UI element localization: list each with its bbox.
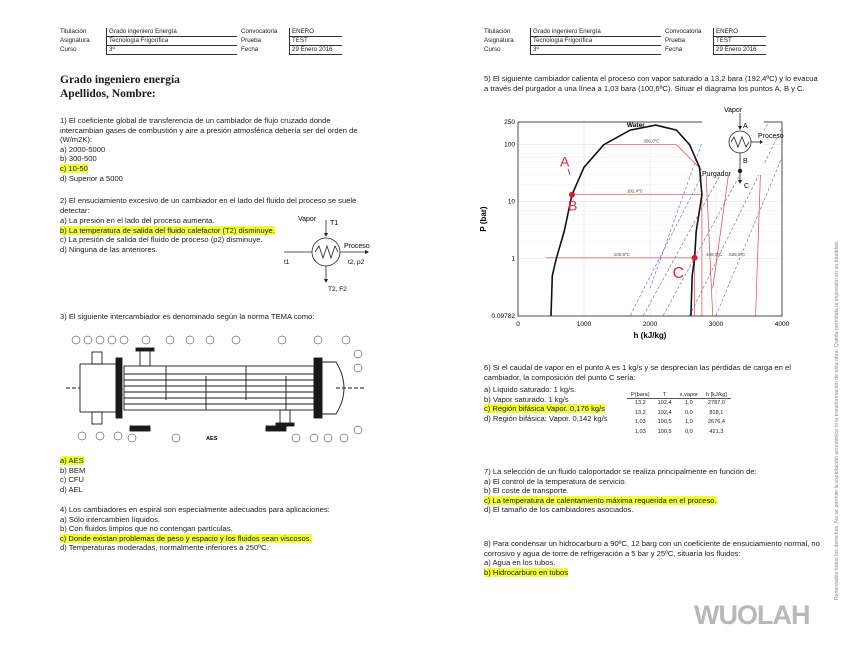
x-tick-label: 2000 bbox=[642, 321, 658, 328]
value: ENERO bbox=[289, 28, 342, 37]
isotherm-label: 300,0ºC bbox=[643, 138, 660, 144]
fig-label-c: C bbox=[744, 183, 750, 190]
table-header-cell: T bbox=[654, 392, 676, 399]
value: Grado ingeniero Energía bbox=[106, 28, 237, 37]
table-cell: 421,3 bbox=[709, 428, 724, 435]
table-cell: 13,2 bbox=[634, 400, 646, 406]
option-c-highlighted[interactable]: c) Donde existan problemas de peso y espacio y los fluidos sean viscosos. bbox=[60, 533, 312, 543]
question-3-options bbox=[60, 456, 360, 494]
floating-head-cover bbox=[322, 362, 344, 414]
fig-label-t1: T1 bbox=[330, 220, 339, 227]
fig-label-t2f2: T2, F2 bbox=[328, 286, 347, 293]
question-1 bbox=[60, 116, 365, 183]
fig-label-vapor: Vapor bbox=[298, 216, 317, 223]
option-a[interactable]: a) Sólo intercambien líquidos. bbox=[60, 514, 161, 524]
label: Fecha bbox=[665, 46, 683, 53]
wuolah-logo: WUOLAH bbox=[694, 600, 810, 630]
fig-label-t1-inlet: t1 bbox=[284, 259, 290, 266]
option-d[interactable]: d) Región bifásica: Vapor. 0,142 kg/s bbox=[484, 413, 608, 423]
table-cell: 1,03 bbox=[634, 428, 646, 435]
option-c-highlighted[interactable]: c) 10-50 bbox=[60, 163, 88, 173]
question-stem: 5) El siguiente cambiador calienta el proceso con vapor saturado a 13,2 bara (192,4ºC) y lo evacua a través del purgador a una línea a 1,03 bara (100,6ºC). Situar el diagrama los puntos A, B y C. bbox=[484, 74, 818, 93]
table-cell: 2676,4 bbox=[707, 419, 725, 425]
point-b-label: B bbox=[567, 197, 578, 214]
fig-label-t2p2: t2, p2 bbox=[348, 259, 365, 266]
label: Fecha bbox=[241, 46, 259, 53]
option-d[interactable]: d) El tamaño de los cambiadores asociados. bbox=[484, 505, 634, 515]
question-3 bbox=[60, 312, 370, 322]
y-tick-label: 1 bbox=[511, 255, 515, 263]
question-stem: 3) El siguiente intercambiador es denominado según la norma TEMA como: bbox=[60, 312, 315, 321]
table-row bbox=[627, 409, 731, 419]
table-cell: 1,0 bbox=[684, 419, 693, 425]
x-tick-label: 4000 bbox=[774, 321, 790, 328]
option-d[interactable]: d) Ninguna de las anteriores. bbox=[60, 244, 158, 254]
table-cell: 1,03 bbox=[634, 419, 646, 425]
isotherm-label: 449,3ºC bbox=[706, 251, 723, 257]
fig-label-proceso: Proceso bbox=[344, 243, 370, 250]
value: Tecnología Frigorífica bbox=[106, 37, 237, 46]
option-b-highlighted[interactable]: b) La temperatura de salida del fluido calefactor (T2) disminuye. bbox=[60, 225, 275, 235]
label: Asignatura bbox=[60, 37, 90, 44]
rights-watermark-text: Reservados todos los derechos. No se permite la explotación económica ni la transformación de esta obra. Queda permitida la impresión en su totalidad. bbox=[834, 240, 840, 600]
exam-header-left bbox=[60, 28, 342, 55]
table-cell: 1,0 bbox=[684, 400, 693, 406]
option-b[interactable]: b) 300-500 bbox=[60, 154, 97, 164]
question-stem: 6) Si el caudal de vapor en el punto A es 1 kg/s y se desprecian las pérdidas de carga en el cambiador, la composición del punto C sería: bbox=[484, 363, 791, 382]
question-stem: 7) La selección de un fluido caloportador se realiza principalmente en función de: bbox=[484, 467, 757, 476]
y-tick-label: 0.09782 bbox=[491, 313, 515, 320]
option-d[interactable]: d) AEL bbox=[60, 484, 83, 494]
option-b[interactable]: b) Vapor saturado. 1 kg/s bbox=[484, 394, 569, 404]
table-cell: 0,0 bbox=[684, 428, 693, 435]
table-cell: 100,5 bbox=[657, 419, 672, 425]
y-tick-label: 100 bbox=[504, 141, 515, 149]
table-header-cell: h [kJ/kg] bbox=[702, 392, 731, 399]
question-7 bbox=[484, 467, 822, 515]
tema-exchanger-drawing bbox=[66, 334, 366, 444]
table-header-cell: x,vapor bbox=[676, 392, 702, 399]
heat-exchanger-figure bbox=[282, 212, 374, 294]
value: 3º bbox=[530, 46, 661, 55]
option-c[interactable]: c) CFU bbox=[60, 475, 85, 485]
fig-label-purgador: Purgador bbox=[702, 171, 731, 178]
table-cell: 192,4 bbox=[657, 409, 672, 416]
x-tick-label: 0 bbox=[516, 321, 520, 328]
table-header-cell: P(bara) bbox=[627, 392, 654, 399]
option-b[interactable]: b) BEM bbox=[60, 465, 86, 475]
question-stem: 8) Para condensar un hidrocarburo a 90ºC, 12 barg con un coeficiente de ensuciamiento normal, no corrosivo y agua de torre de refrigeración a 5 bar y 25ºC, situaría los fluidos: bbox=[484, 539, 820, 558]
right-exam-page bbox=[424, 0, 824, 655]
fig-label-b: B bbox=[743, 158, 748, 165]
shell bbox=[124, 366, 314, 410]
option-c-highlighted[interactable]: c) Región bifásica Vapor. 0,176 kg/s bbox=[484, 404, 606, 414]
exam-header-right bbox=[484, 28, 766, 55]
y-tick-label: 10 bbox=[507, 198, 515, 206]
page-title bbox=[60, 73, 180, 101]
label: Titulación bbox=[60, 28, 87, 35]
question-5 bbox=[484, 74, 822, 93]
table-cell: 192,4 bbox=[657, 400, 672, 406]
question-6 bbox=[484, 363, 822, 382]
question-6-options bbox=[484, 385, 624, 423]
option-a[interactable]: a) La presión en el lado del proceso aumenta. bbox=[60, 216, 215, 225]
value: 29 Enero 2016 bbox=[289, 46, 342, 55]
table-cell: 100,5 bbox=[657, 428, 672, 435]
rights-watermark bbox=[834, 8, 844, 608]
point-c-marker bbox=[692, 255, 698, 261]
option-a[interactable]: a) Líquido saturado: 1 kg/s. bbox=[484, 385, 577, 394]
point-c-label: C bbox=[672, 264, 685, 282]
label: Curso bbox=[484, 46, 501, 53]
fig-label-proceso: Proceso bbox=[758, 133, 784, 140]
fig-label-a: A bbox=[743, 123, 748, 130]
question-4 bbox=[60, 505, 365, 553]
table-row bbox=[627, 399, 731, 409]
value: TEST bbox=[289, 37, 342, 46]
title-degree: Grado ingeniero energía bbox=[60, 74, 180, 86]
option-d[interactable]: d) Temperaturas moderadas, normalmente inferiores a 250ºC. bbox=[60, 543, 269, 553]
table-cell: 13,2 bbox=[634, 409, 646, 416]
label: Asignatura bbox=[484, 37, 514, 44]
table-row bbox=[627, 428, 731, 438]
saturation-dome-line bbox=[551, 125, 702, 316]
chart-points bbox=[560, 154, 698, 282]
value: 3º bbox=[106, 46, 237, 55]
x-tick-label: 1000 bbox=[576, 321, 592, 328]
y-tick-label: 250 bbox=[504, 119, 515, 126]
chart-title: Water bbox=[626, 122, 645, 129]
steam-trap-figure bbox=[696, 103, 792, 193]
question-stem: 4) Los cambiadores en espiral son especialmente adecuados para aplicaciones: bbox=[60, 505, 330, 514]
question-stem: 1) El coeficiente global de transferencia de un cambiador de flujo cruzado donde intercambian gases de combustión y aire a presión atmosférica debería ser del orden de (W/m2K): bbox=[60, 116, 358, 145]
value: Grado ingeniero Energía bbox=[530, 28, 661, 37]
isotherm-label: 635,8ºC bbox=[729, 251, 746, 257]
option-b[interactable]: b) El coste de transporte. bbox=[484, 486, 569, 496]
option-d[interactable]: d) Superior a 5000 bbox=[60, 173, 123, 183]
y-axis-label: P (bar) bbox=[479, 206, 488, 232]
question-stem: 2) El ensuciamiento excesivo de un cambiador en el lado del fluido del proceso se suele detectar: bbox=[60, 196, 357, 215]
value: Tecnología Frigorífica bbox=[530, 37, 661, 46]
exchanger-circle bbox=[312, 238, 340, 266]
table-cell: 818,1 bbox=[709, 409, 724, 416]
table-body bbox=[627, 399, 731, 438]
title-name-field: Apellidos, Nombre: bbox=[60, 88, 156, 100]
isotherm-label: 192,4ºC bbox=[626, 188, 644, 194]
value: ENERO bbox=[713, 28, 766, 37]
label: Prueba bbox=[665, 37, 685, 44]
value: TEST bbox=[713, 37, 766, 46]
point-a-label: A bbox=[559, 153, 570, 170]
option-c-highlighted[interactable]: c) La temperatura de calentamiento máxima requerida en el proceso. bbox=[484, 495, 717, 505]
label: Convocatoria bbox=[241, 28, 278, 35]
fig-label-vapor: Vapor bbox=[724, 107, 743, 114]
label: Curso bbox=[60, 46, 77, 53]
option-a-highlighted[interactable]: a) AES bbox=[60, 456, 84, 465]
option-a[interactable]: a) Agua en los tubos. bbox=[484, 558, 556, 568]
x-axis-label: h (kJ/kg) bbox=[633, 331, 667, 340]
table-row bbox=[627, 418, 731, 428]
option-a[interactable]: a) El control de la temperatura de servicio. bbox=[484, 476, 627, 486]
option-b-highlighted[interactable]: b) Hidrocarburo en tubos bbox=[484, 567, 568, 577]
question-8 bbox=[484, 539, 822, 577]
option-c[interactable]: c) La presión de salida del fluido de proceso (p2) disminuye. bbox=[60, 235, 263, 245]
option-a[interactable]: a) 2000-5000 bbox=[60, 144, 106, 154]
steam-properties-table bbox=[627, 392, 731, 437]
isotherm-label: 100,6ºC bbox=[613, 251, 630, 257]
channel-head bbox=[80, 364, 116, 412]
label: Convocatoria bbox=[665, 28, 702, 35]
label: Prueba bbox=[241, 37, 261, 44]
x-tick-label: 3000 bbox=[708, 321, 724, 328]
table-cell: 2787,0 bbox=[707, 400, 725, 406]
label: Titulación bbox=[484, 28, 511, 35]
table-cell: 0,0 bbox=[684, 409, 693, 416]
tema-type-label: AES bbox=[206, 436, 218, 442]
question-2-options bbox=[60, 216, 282, 254]
option-b[interactable]: b) Con fluidos limpios que no contengan partículas. bbox=[60, 524, 233, 534]
value: 29 Enero 2016 bbox=[713, 46, 766, 55]
